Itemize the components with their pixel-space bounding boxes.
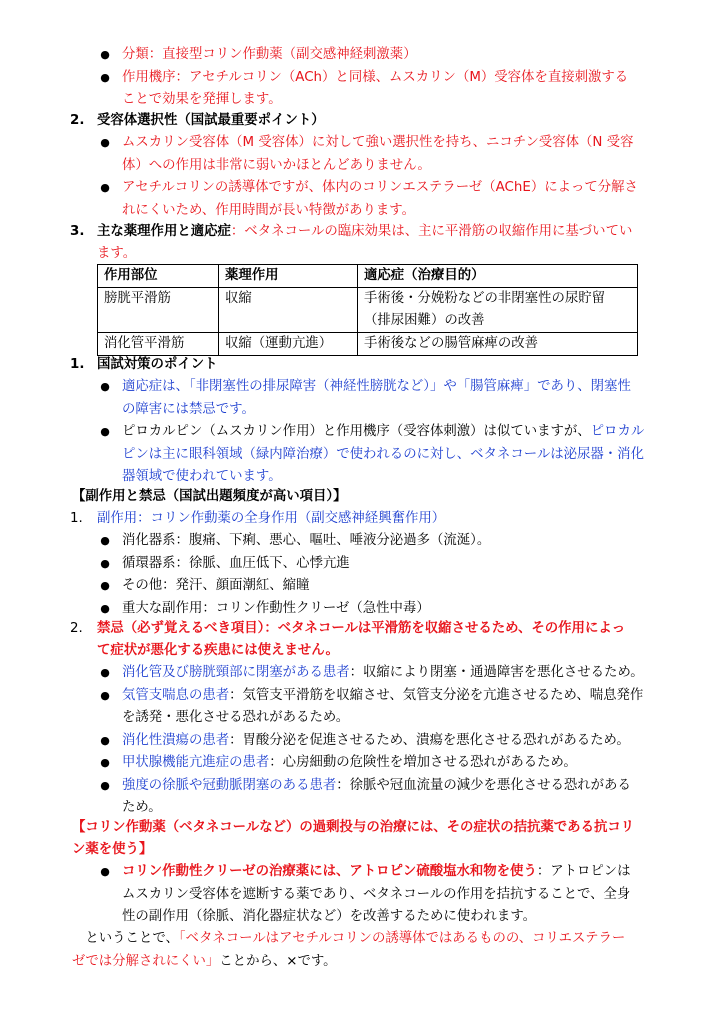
overdose-heading-line: ン薬を使う】 (72, 842, 153, 857)
indication-line: （排尿困難）の改善 (364, 313, 485, 328)
bullet-dot-icon: ● (100, 534, 110, 547)
line-text (122, 44, 417, 67)
line-text (72, 928, 625, 951)
bullet-dot-icon: ● (100, 579, 110, 592)
line-text (122, 752, 577, 775)
line-text (122, 155, 431, 178)
bullet-dot-icon: ● (100, 48, 110, 61)
line-text (122, 89, 282, 112)
line-text (122, 775, 631, 798)
bullet-dot-icon: ● (100, 666, 110, 679)
text-segment: ゼでは分解されにくい」 (72, 953, 220, 969)
contraindication-line: て症状が悪化する疾患には使えません。 (97, 643, 339, 658)
bullet-dot-icon: ● (100, 865, 110, 878)
indication-table (97, 264, 638, 356)
section-title: 受容体選択性（国試最重要ポイント） (97, 113, 325, 128)
table-cell-indication (358, 288, 638, 333)
section-number: 1. (70, 357, 85, 372)
line-text (72, 951, 337, 974)
overdose-heading-line: 【コリン作動薬（ベタネコールなど）の過剰投与の治療には、その症状の拮抗薬である抗コリ (72, 820, 635, 835)
line-text (122, 399, 255, 422)
text-segment: ：収縮により閉塞・通過障害を悪化させるため。 (349, 665, 644, 680)
section-title: 主な薬理作用と適応症 (97, 224, 231, 239)
text-segment: ということで、 (72, 931, 179, 946)
text-segment: ：心房細動の危険性を増加させる恐れがあるため。 (269, 755, 577, 770)
text-segment: の障害には禁忌です。 (122, 401, 255, 417)
text-segment: ことから、×です。 (219, 953, 337, 969)
text-segment: ことで効果を発揮します。 (122, 92, 282, 107)
text-segment: ：徐脈や冠血流量の減少を悪化させる恐れがある (336, 777, 631, 793)
table-header-row (98, 265, 638, 288)
section-number: 2. (70, 113, 85, 128)
text-segment: 消化性潰瘍の患者 (122, 732, 230, 748)
text-segment: 強度の徐脈や冠動脈閉塞のある患者 (122, 777, 337, 793)
text-segment: 作用機序：アセチルコリン（ACh）と同様、ムスカリン（M）受容体を直接刺激する (122, 69, 629, 85)
section-number: 1. (70, 511, 83, 526)
bullet-dot-icon: ● (100, 778, 110, 792)
table-cell-site: 膀胱平滑筋 (98, 288, 219, 333)
text-segment: ムスカリン受容体（M 受容体）に対して強い選択性を持ち、ニコチン受容体（N 受容 (122, 135, 634, 150)
side-effects-heading-text: 【副作用と禁忌（国試出題頻度が高い項目）】 (72, 489, 347, 504)
bullet-dot-icon: ● (100, 70, 110, 84)
line-text (122, 598, 430, 621)
line-text (122, 685, 643, 708)
section-number: 2. (70, 621, 83, 636)
section-number: 3. (70, 224, 85, 239)
text-segment: 消化器系：腹痛、下痢、悪心、嘔吐、唾液分泌過多（流涎）。 (122, 533, 491, 548)
text-segment: 性の副作用（徐脈、消化器症状など）を改善するために使われます。 (122, 909, 537, 924)
text-segment: 循環器系：徐脈、血圧低下、心悸亢進 (122, 555, 350, 571)
table-row (98, 333, 638, 356)
line-text (122, 200, 415, 223)
text-segment: 分類：直接型コリン作動薬（副交感神経刺激薬） (122, 47, 417, 62)
text-segment: 器領域で使われています。 (122, 469, 282, 484)
table-header-cell: 適応症（治療目的） (358, 265, 638, 288)
section-title: 副作用：コリン作動薬の全身作用（副交感神経興奮作用） (97, 511, 446, 526)
bullet-dot-icon: ● (100, 756, 110, 769)
line-text (122, 376, 631, 399)
bullet-dot-icon: ● (100, 425, 110, 438)
bullet-dot-icon: ● (100, 136, 110, 149)
line-text (122, 553, 350, 576)
table-row (98, 288, 638, 333)
text-segment: 重大な副作用：コリン作動性クリーゼ（急性中毒） (122, 600, 430, 616)
text-segment: ピンは主に眼科領域（緑内障治療）で使われるのに対し、ベタネコールは泌尿器・消化 (122, 446, 644, 462)
line-text (122, 575, 309, 598)
table-cell-site: 消化管平滑筋 (98, 333, 219, 356)
text-segment: 消化管及び膀胱頸部に閉塞がある患者 (122, 665, 350, 680)
line-text (122, 132, 633, 155)
bullet-dot-icon: ● (100, 688, 110, 702)
text-segment: コリン作動性クリーゼの治療薬には、アトロピン硫酸塩水和物を使う (122, 864, 537, 879)
line-text (122, 177, 638, 200)
table-cell-action: 収縮（運動亢進） (219, 333, 358, 356)
contraindication-line: 禁忌（必ず覚えるべき項目）：ベタネコールは平滑筋を収縮させるため、その作用によっ (97, 621, 626, 636)
text-segment: ：気管支平滑筋を収縮させ、気管支分泌を亢進させるため、喘息発作 (229, 687, 644, 703)
text-segment: 適応症は、「非閉塞性の排尿障害（神経性膀胱など）」や「腸管麻痺」であり、閉塞性 (122, 379, 631, 394)
section-title: 国試対策のポイント (97, 357, 218, 372)
line-text (122, 662, 644, 685)
text-segment: その他：発汗、顔面潮紅、縮瞳 (122, 578, 310, 593)
text-segment: 甲状腺機能亢進症の患者 (122, 755, 270, 770)
bullet-dot-icon: ● (100, 380, 110, 393)
line-text (122, 421, 644, 444)
table-cell-indication: 手術後などの腸管麻痺の改善 (358, 333, 638, 356)
line-text (122, 707, 349, 730)
text-segment: を誘発・悪化させる恐れがあるため。 (122, 710, 350, 725)
text-segment: ピロカル (590, 424, 645, 439)
line-text (122, 861, 631, 884)
text-segment: 気管支喘息の患者 (122, 687, 230, 703)
line-text (122, 530, 490, 553)
indication-line: 手術後・分娩粉などの非閉塞性の尿貯留 (364, 291, 606, 306)
line-text (122, 67, 628, 90)
line-text (122, 884, 630, 907)
line-text (122, 906, 536, 929)
text-segment: アセチルコリンの誘導体ですが、体内のコリンエステラーゼ（AChE）によって分解さ (122, 180, 638, 195)
text-segment: 体）への作用は非常に弱いかほとんどありません。 (122, 157, 431, 173)
section-3-line (97, 221, 632, 244)
section-3-text: ：ベタネコールの臨床効果は、主に平滑筋の収縮作用に基づいてい (230, 224, 633, 239)
bullet-dot-icon: ● (100, 556, 110, 570)
text-segment: ムスカリン受容体を遮断する薬であり、ベタネコールの作用を拮抗することで、全身 (122, 886, 631, 902)
text-segment: ため。 (122, 800, 162, 815)
text-segment: ピロカルピン（ムスカリン作用）と作用機序（受容体刺激）は似ていますが、 (122, 424, 591, 439)
line-text (122, 730, 630, 753)
bullet-dot-icon: ● (100, 181, 110, 194)
text-segment: 「ベタネコールはアセチルコリンの誘導体ではあるものの、コリエステラー (178, 931, 626, 946)
table-cell-action: 収縮 (219, 288, 358, 333)
table-header-cell: 作用部位 (98, 265, 219, 288)
section-3-text-2: ます。 (97, 246, 137, 261)
table-header-cell: 薬理作用 (219, 265, 358, 288)
text-segment: ：アトロピンは (536, 864, 631, 879)
text-segment: ：胃酸分泌を促進させるため、潰瘍を悪化させる恐れがあるため。 (229, 732, 630, 748)
text-segment: れにくいため、作用時間が長い特徴があります。 (122, 202, 415, 218)
bullet-dot-icon: ● (100, 733, 110, 747)
line-text (122, 444, 644, 467)
bullet-dot-icon: ● (100, 601, 110, 615)
